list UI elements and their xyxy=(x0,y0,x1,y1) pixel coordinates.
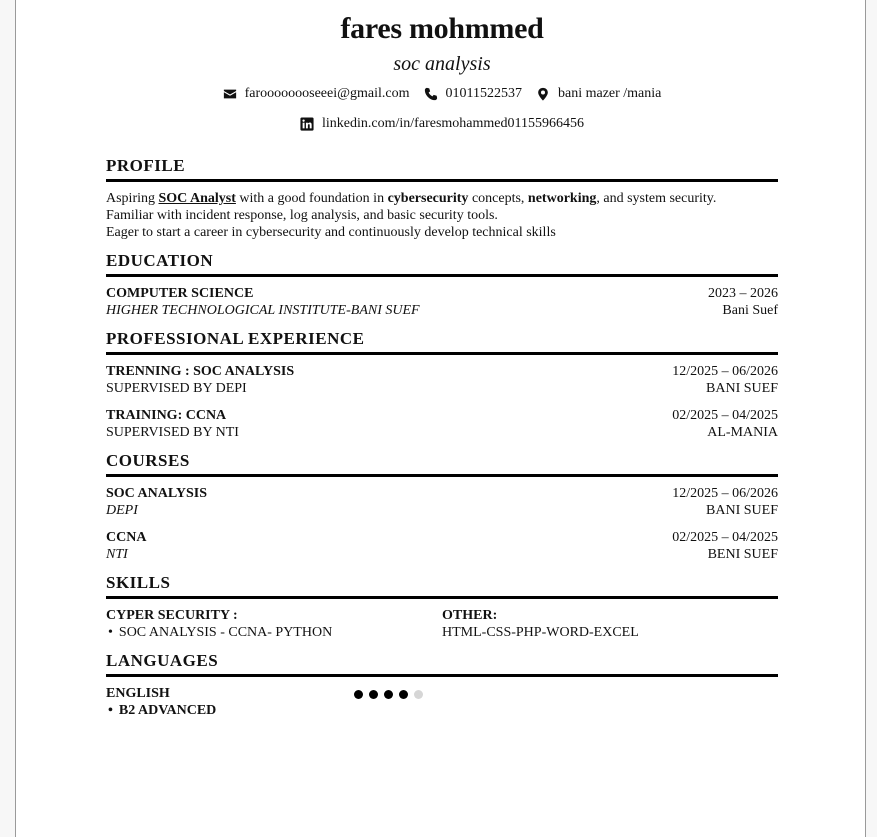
contact-row xyxy=(106,85,778,103)
linkedin-icon xyxy=(300,117,314,131)
resume-content xyxy=(106,0,778,719)
experience-entry xyxy=(106,407,778,441)
phone-text: 01011522537 xyxy=(445,86,522,101)
dates: 02/2025 – 04/2025 xyxy=(672,408,778,423)
course-name: SOC ANALYSIS xyxy=(106,486,208,501)
profile-summary xyxy=(106,190,778,241)
rating-dot-filled xyxy=(384,690,393,699)
location: BANI SUEF xyxy=(706,503,778,518)
language-level: • B2 ADVANCED xyxy=(106,702,354,719)
section-divider xyxy=(106,179,778,182)
email-text: faroooooooseeei@gmail.com xyxy=(244,86,410,101)
profile-text-fragment: Aspiring xyxy=(106,191,159,206)
keyword-cybersecurity: cybersecurity xyxy=(387,191,469,206)
degree: COMPUTER SCIENCE xyxy=(106,286,254,301)
rating-dot-filled xyxy=(399,690,408,699)
role: TRAINING: CCNA xyxy=(106,408,227,423)
section-experience xyxy=(106,329,778,441)
location: Bani Suef xyxy=(722,303,778,318)
organization: SUPERVISED BY NTI xyxy=(106,425,239,440)
profile-text-fragment: with a good foundation in xyxy=(235,191,388,206)
contact-linkedin[interactable] xyxy=(300,115,584,133)
section-divider xyxy=(106,352,778,355)
course-provider: NTI xyxy=(106,547,128,562)
section-education xyxy=(106,251,778,319)
dates: 02/2025 – 04/2025 xyxy=(672,530,778,545)
skill-group-title: CYPER SECURITY : xyxy=(106,608,238,623)
location-pin-icon xyxy=(536,87,550,101)
experience-entry xyxy=(106,363,778,397)
skill-item: • SOC ANALYSIS - CCNA- PYTHON xyxy=(106,624,442,641)
section-divider xyxy=(106,274,778,277)
rating-dot-filled xyxy=(369,690,378,699)
profile-text-fragment: concepts, xyxy=(468,191,528,206)
contact-row-2 xyxy=(106,115,778,133)
course-provider: DEPI xyxy=(106,503,138,518)
course-entry xyxy=(106,529,778,563)
section-heading: EDUCATION xyxy=(106,251,214,270)
soc-analyst-link[interactable]: SOC Analyst xyxy=(158,191,236,206)
section-heading: PROFILE xyxy=(106,156,186,175)
section-profile xyxy=(106,156,778,241)
rating-dot-empty xyxy=(414,690,423,699)
section-divider xyxy=(106,474,778,477)
location: BENI SUEF xyxy=(707,547,778,562)
section-heading: COURSES xyxy=(106,451,190,470)
dates: 12/2025 – 06/2026 xyxy=(672,486,778,501)
dates: 2023 – 2026 xyxy=(708,286,778,301)
language-rating xyxy=(354,690,423,719)
dates: 12/2025 – 06/2026 xyxy=(672,364,778,379)
role: TRENNING : SOC ANALYSIS xyxy=(106,364,295,379)
section-heading: SKILLS xyxy=(106,573,171,592)
skill-group-other xyxy=(442,607,778,641)
keyword-networking: networking xyxy=(527,191,597,206)
location: BANI SUEF xyxy=(706,381,778,396)
resume-page xyxy=(15,0,866,837)
section-heading: PROFESSIONAL EXPERIENCE xyxy=(106,329,365,348)
skill-group-cyber xyxy=(106,607,442,641)
location: AL-MANIA xyxy=(707,425,778,440)
location-text: bani mazer /mania xyxy=(557,86,662,101)
section-divider xyxy=(106,596,778,599)
language-entry xyxy=(106,685,778,719)
course-entry xyxy=(106,485,778,519)
skill-item: HTML-CSS-PHP-WORD-EXCEL xyxy=(442,625,639,640)
section-heading: LANGUAGES xyxy=(106,651,219,670)
envelope-icon xyxy=(223,87,237,101)
contact-email[interactable] xyxy=(223,85,410,103)
rating-dot-filled xyxy=(354,690,363,699)
skills-grid xyxy=(106,607,778,641)
candidate-name: fares mohmmed xyxy=(340,12,544,45)
phone-icon xyxy=(424,87,438,101)
profile-text-fragment: , and system security. xyxy=(596,191,717,206)
contact-location xyxy=(536,85,661,103)
profile-line-1 xyxy=(106,190,778,207)
section-courses xyxy=(106,451,778,563)
skill-group-title: OTHER: xyxy=(442,608,498,623)
section-skills xyxy=(106,573,778,641)
profile-line-2: Familiar with incident response, log analysis, and basic security tools. xyxy=(106,208,498,223)
candidate-title: soc analysis xyxy=(393,53,491,75)
language-name: ENGLISH xyxy=(106,686,170,701)
profile-line-3: Eager to start a career in cybersecurity and continuously develop technical skills xyxy=(106,225,556,240)
education-entry xyxy=(106,285,778,319)
school: HIGHER TECHNOLOGICAL INSTITUTE-BANI SUEF xyxy=(106,303,420,318)
contact-phone[interactable] xyxy=(424,85,522,103)
section-languages xyxy=(106,651,778,719)
linkedin-text: linkedin.com/in/faresmohammed01155966456 xyxy=(322,116,584,131)
organization: SUPERVISED BY DEPI xyxy=(106,381,247,396)
section-divider xyxy=(106,674,778,677)
course-name: CCNA xyxy=(106,530,147,545)
